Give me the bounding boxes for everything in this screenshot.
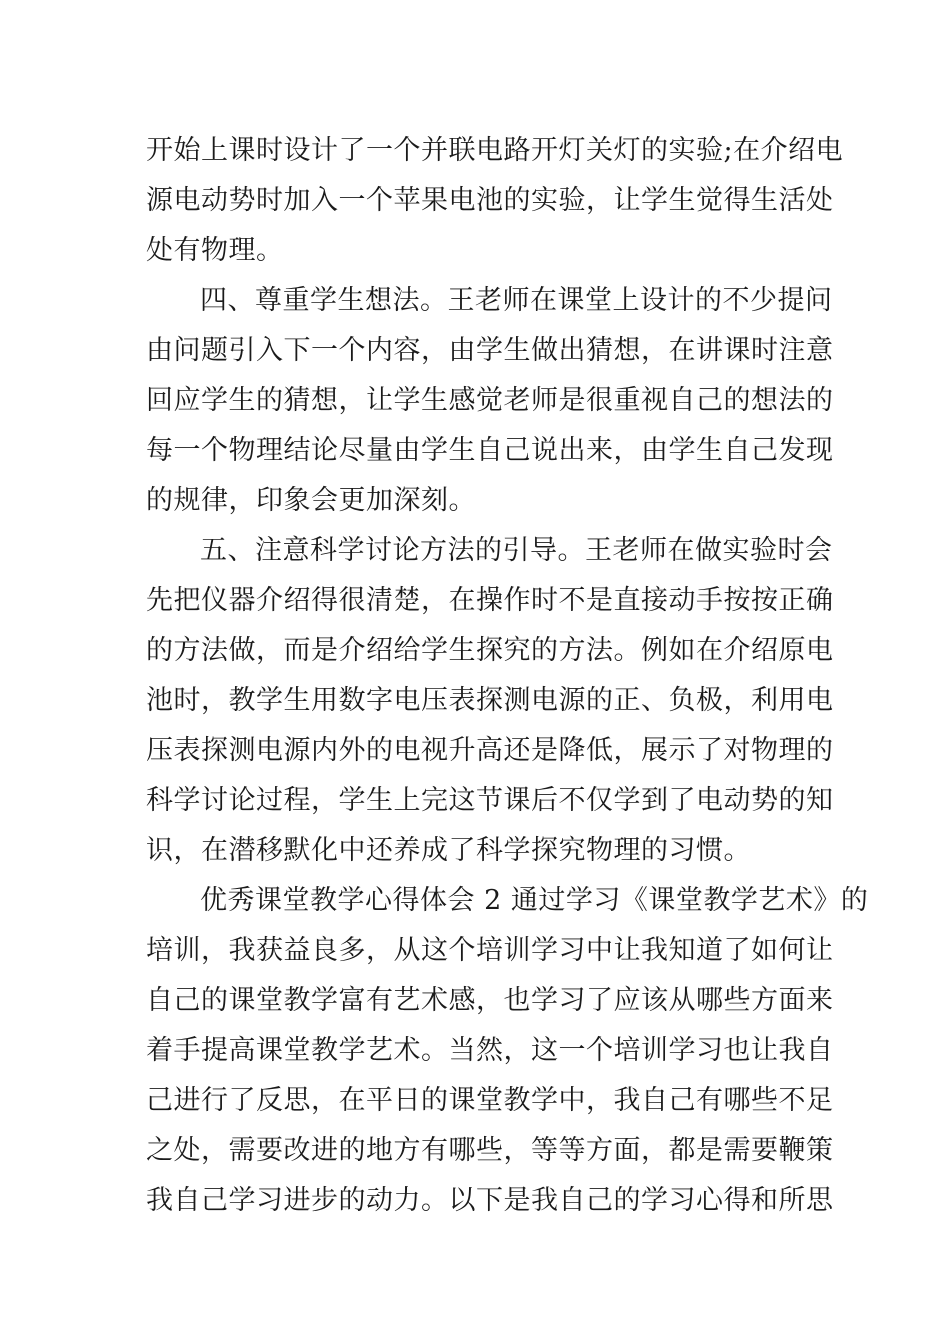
text-line: 池时，教学生用数字电压表探测电源的正、负极，利用电: [146, 685, 834, 716]
text-line: 四、尊重学生想法。王老师在课堂上设计的不少提问: [200, 285, 833, 316]
text-line: 着手提高课堂教学艺术。当然，这一个培训学习也让我自: [146, 1035, 834, 1066]
text-line: 由问题引入下一个内容，由学生做出猜想，在讲课时注意: [146, 335, 834, 366]
text-line: 压表探测电源内外的电视升高还是降低，展示了对物理的: [146, 735, 834, 766]
document-body: [146, 126, 869, 1226]
text-line: 优秀课堂教学心得体会 2 通过学习《课堂教学艺术》的: [200, 885, 869, 916]
text-line: 每一个物理结论尽量由学生自己说出来，由学生自己发现: [146, 435, 834, 466]
text-line: 开始上课时设计了一个并联电路开灯关灯的实验;在介绍电: [146, 135, 844, 166]
text-line: 五、注意科学讨论方法的引导。王老师在做实验时会: [200, 535, 833, 566]
text-line: 处有物理。: [146, 235, 284, 266]
text-line: 的方法做，而是介绍给学生探究的方法。例如在介绍原电: [146, 635, 834, 666]
paragraph-2: [146, 276, 834, 526]
paragraph-3: [146, 526, 834, 876]
text-line: 识，在潜移默化中还养成了科学探究物理的习惯。: [146, 835, 751, 866]
text-line: 我自己学习进步的动力。以下是我自己的学习心得和所思: [146, 1185, 834, 1216]
text-line: 己进行了反思，在平日的课堂教学中，我自己有哪些不足: [146, 1085, 834, 1116]
text-line: 回应学生的猜想，让学生感觉老师是很重视自己的想法的: [146, 385, 834, 416]
text-line: 的规律，印象会更加深刻。: [146, 485, 476, 516]
text-line: 培训，我获益良多，从这个培训学习中让我知道了如何让: [146, 935, 834, 966]
paragraph-1: [146, 126, 844, 276]
text-line: 科学讨论过程，学生上完这节课后不仅学到了电动势的知: [146, 785, 834, 816]
paragraph-4: [146, 876, 869, 1226]
text-line: 自己的课堂教学富有艺术感，也学习了应该从哪些方面来: [146, 985, 834, 1016]
text-line: 源电动势时加入一个苹果电池的实验，让学生觉得生活处: [146, 185, 834, 216]
text-line: 之处，需要改进的地方有哪些，等等方面，都是需要鞭策: [146, 1135, 834, 1166]
text-line: 先把仪器介绍得很清楚，在操作时不是直接动手按按正确: [146, 585, 834, 616]
